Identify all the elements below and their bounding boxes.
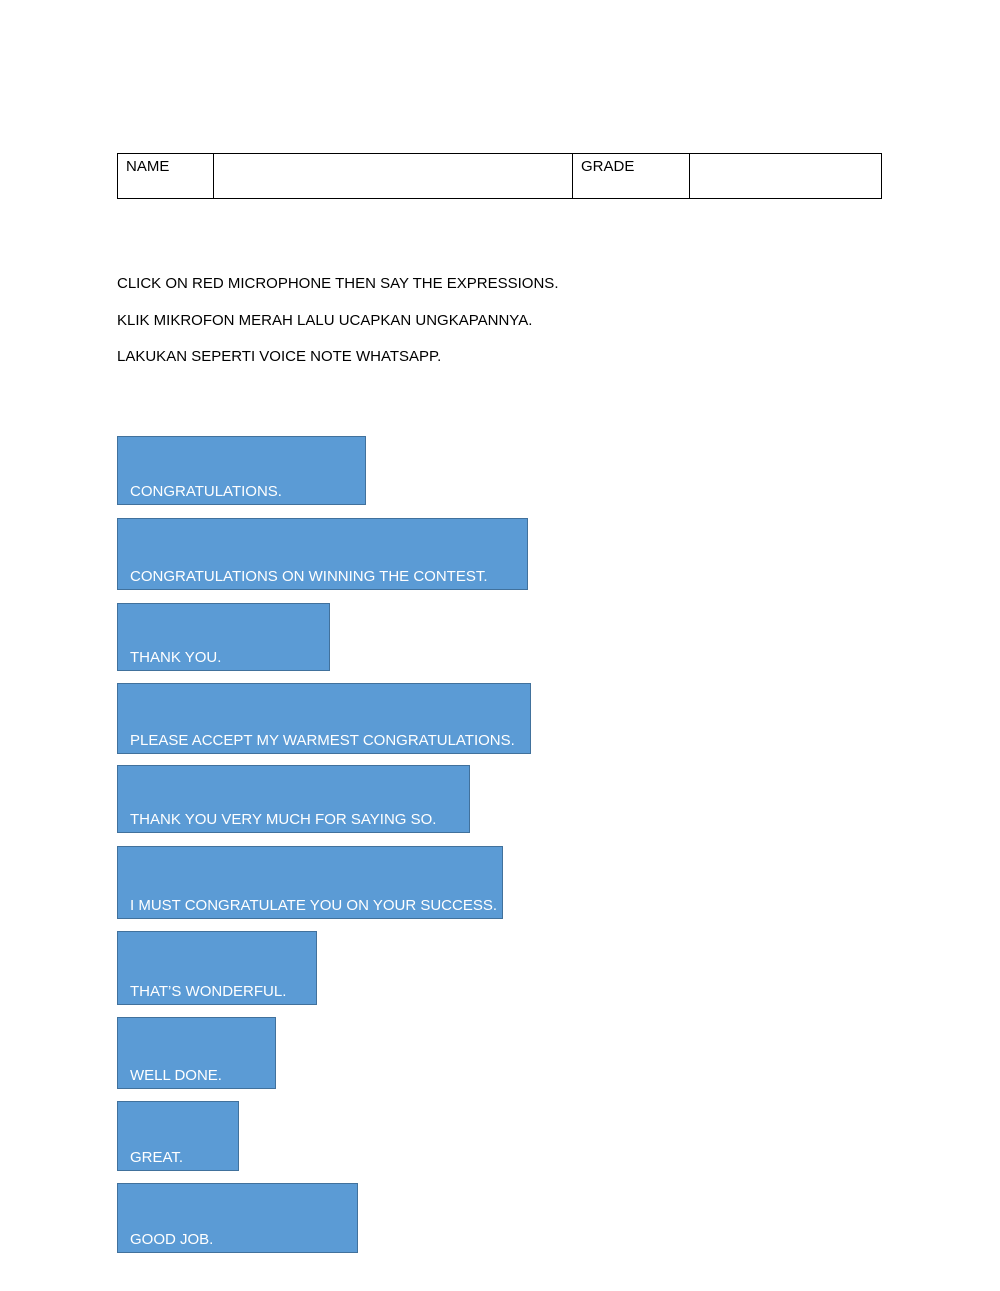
expression-box-good-job[interactable] — [117, 1183, 358, 1253]
expression-box-warmest-congratulations[interactable] — [117, 683, 531, 754]
name-grade-row — [118, 154, 882, 199]
name-field[interactable] — [214, 154, 573, 199]
grade-label: GRADE — [573, 154, 690, 199]
expression-box-great[interactable] — [117, 1101, 239, 1171]
expression-label: GREAT. — [130, 1149, 184, 1166]
name-grade-table — [117, 153, 882, 199]
expression-box-well-done[interactable] — [117, 1017, 276, 1089]
expression-box-thank-you-very-much[interactable] — [117, 765, 470, 833]
expression-label: THANK YOU VERY MUCH FOR SAYING SO. — [130, 811, 437, 828]
expression-box-congratulations[interactable] — [117, 436, 366, 505]
expression-label: CONGRATULATIONS. — [130, 483, 282, 500]
expression-label: THAT’S WONDERFUL. — [130, 983, 287, 1000]
instruction-voice-note: LAKUKAN SEPERTI VOICE NOTE WHATSAPP. — [117, 348, 442, 365]
instruction-english: CLICK ON RED MICROPHONE THEN SAY THE EXPRESSIONS. — [117, 275, 559, 292]
name-label: NAME — [118, 154, 214, 199]
expression-box-wonderful[interactable] — [117, 931, 317, 1005]
expression-box-congratulations-contest[interactable] — [117, 518, 528, 590]
expression-box-congratulate-success[interactable] — [117, 846, 503, 919]
expression-label: PLEASE ACCEPT MY WARMEST CONGRATULATIONS. — [130, 732, 515, 749]
expression-label: CONGRATULATIONS ON WINNING THE CONTEST. — [130, 568, 488, 585]
expression-box-thank-you[interactable] — [117, 603, 330, 671]
expression-label: THANK YOU. — [130, 649, 222, 666]
instruction-indonesian: KLIK MIKROFON MERAH LALU UCAPKAN UNGKAPANNYA. — [117, 312, 533, 329]
grade-field[interactable] — [690, 154, 882, 199]
expression-label: I MUST CONGRATULATE YOU ON YOUR SUCCESS. — [130, 897, 498, 914]
expression-label: WELL DONE. — [130, 1067, 222, 1084]
expression-label: GOOD JOB. — [130, 1231, 214, 1248]
